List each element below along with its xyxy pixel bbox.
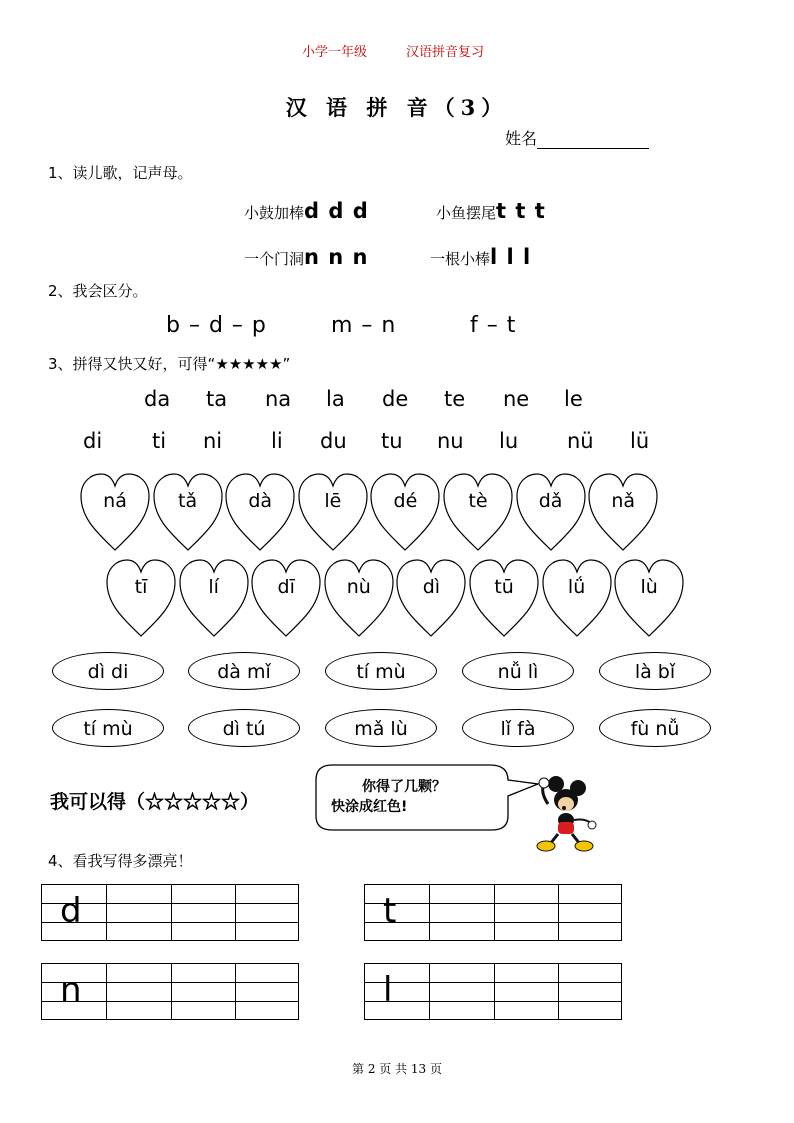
syllable: ni (203, 429, 223, 453)
oval-word: tí mù (325, 652, 437, 690)
heart-icon (250, 558, 322, 638)
grid-letter: n (60, 970, 82, 1010)
page-footer: 第 2 页 共 13 页 (352, 1062, 442, 1076)
syllable: ne (503, 387, 530, 411)
syllable: la (326, 387, 345, 411)
syllable: na (265, 387, 292, 411)
heart-icon (587, 472, 659, 552)
bubble-line-1: 你得了几颗？ (362, 779, 446, 795)
heart-syllable (79, 472, 151, 552)
heart-syllable (369, 472, 441, 552)
heart-icon (515, 472, 587, 552)
heart-icon (297, 472, 369, 552)
heart-label: dī (277, 576, 295, 598)
oval-word: dì tú (188, 709, 300, 747)
oval-word: mǎ lù (325, 709, 437, 747)
grid-letter: l (383, 970, 393, 1010)
heart-syllable (323, 558, 395, 638)
oval-word: dà mǐ (188, 652, 300, 690)
heart-label: tǎ (178, 490, 198, 512)
heart-syllable (515, 472, 587, 552)
heart-label: nǎ (611, 490, 636, 512)
header-subject: 汉语拼音复习 (406, 45, 485, 60)
heart-syllable (541, 558, 613, 638)
heart-icon (178, 558, 250, 638)
question-1-label: 1、读儿歌，记声母。 (48, 164, 193, 182)
heart-icon (152, 472, 224, 552)
heart-syllable (250, 558, 322, 638)
heart-syllable (105, 558, 177, 638)
oval-word: nǚ lì (462, 652, 574, 690)
syllable: tu (381, 429, 403, 453)
syllable: nu (437, 429, 464, 453)
pair-m-n: m – n (331, 313, 397, 338)
heart-icon (224, 472, 296, 552)
heart-syllable (224, 472, 296, 552)
oval-word: dì di (52, 652, 164, 690)
rhyme-3: 一个门洞n n n (244, 245, 369, 269)
heart-icon (442, 472, 514, 552)
rhyme-2: 小鱼摆尾t t t (436, 199, 546, 223)
heart-label: lē (324, 490, 342, 512)
question-3-label: 3、拼得又快又好，可得“★★★★★” (48, 355, 291, 373)
heart-label: dǎ (538, 490, 563, 512)
name-field[interactable] (505, 126, 649, 149)
heart-icon (613, 558, 685, 638)
heart-icon (541, 558, 613, 638)
header-grade: 小学一年级 (302, 45, 368, 60)
heart-label: lí (208, 576, 219, 598)
mickey-mouse-icon (526, 774, 598, 854)
heart-syllable (613, 558, 685, 638)
oval-word: là bǐ (599, 652, 711, 690)
syllable-row-2 (0, 429, 794, 457)
pair-f-t: f – t (470, 313, 517, 338)
heart-icon (79, 472, 151, 552)
heart-syllable (442, 472, 514, 552)
syllable: te (444, 387, 466, 411)
syllable: lü (630, 429, 650, 453)
question-2-label: 2、我会区分。 (48, 282, 148, 300)
heart-label: dì (422, 576, 441, 598)
writing-grid-d[interactable] (41, 884, 299, 941)
syllable: ta (206, 387, 228, 411)
rhyme-4: 一根小棒l l l (430, 245, 532, 269)
heart-label: dà (248, 490, 273, 512)
heart-label: lù (640, 576, 658, 598)
writing-grid-l[interactable] (364, 963, 622, 1020)
oval-word: lǐ fà (462, 709, 574, 747)
heart-icon (395, 558, 467, 638)
syllable: di (83, 429, 103, 453)
writing-grid-t[interactable] (364, 884, 622, 941)
oval-word: tí mù (52, 709, 164, 747)
heart-label: dé (393, 490, 418, 512)
writing-grid-n[interactable] (41, 963, 299, 1020)
heart-syllable (297, 472, 369, 552)
rhyme-1: 小鼓加棒d d d (244, 199, 369, 223)
syllable: le (564, 387, 583, 411)
name-blank-line[interactable] (537, 130, 649, 149)
heart-label: nù (346, 576, 371, 598)
syllable: li (271, 429, 283, 453)
heart-syllable (468, 558, 540, 638)
heart-syllable (587, 472, 659, 552)
heart-syllable (152, 472, 224, 552)
pair-b-d-p: b – d – p (166, 313, 267, 338)
heart-icon (468, 558, 540, 638)
question-4-label: 4、看我写得多漂亮！ (48, 852, 193, 870)
heart-label: lǘ (567, 576, 586, 598)
syllable: da (144, 387, 171, 411)
heart-label: tī (134, 576, 148, 598)
heart-icon (323, 558, 395, 638)
heart-syllable (178, 558, 250, 638)
bubble-line-2: 快涂成红色! (331, 799, 408, 815)
stars-earned-label: 我可以得（☆☆☆☆☆） (50, 791, 260, 813)
syllable: de (382, 387, 409, 411)
heart-label: tū (494, 576, 514, 598)
page-title: 汉 语 拼 音（3） (285, 95, 509, 120)
syllable: du (320, 429, 347, 453)
grid-letter: d (60, 891, 82, 931)
heart-icon (369, 472, 441, 552)
syllable-row-1 (0, 387, 794, 415)
heart-icon (105, 558, 177, 638)
syllable: ti (152, 429, 167, 453)
name-label: 姓名 (505, 129, 538, 148)
heart-syllable (395, 558, 467, 638)
syllable: nü (567, 429, 594, 453)
heart-label: tè (468, 490, 488, 512)
syllable: lu (499, 429, 519, 453)
oval-word: fù nǚ (599, 709, 711, 747)
heart-label: ná (103, 490, 127, 512)
grid-letter: t (383, 891, 397, 931)
